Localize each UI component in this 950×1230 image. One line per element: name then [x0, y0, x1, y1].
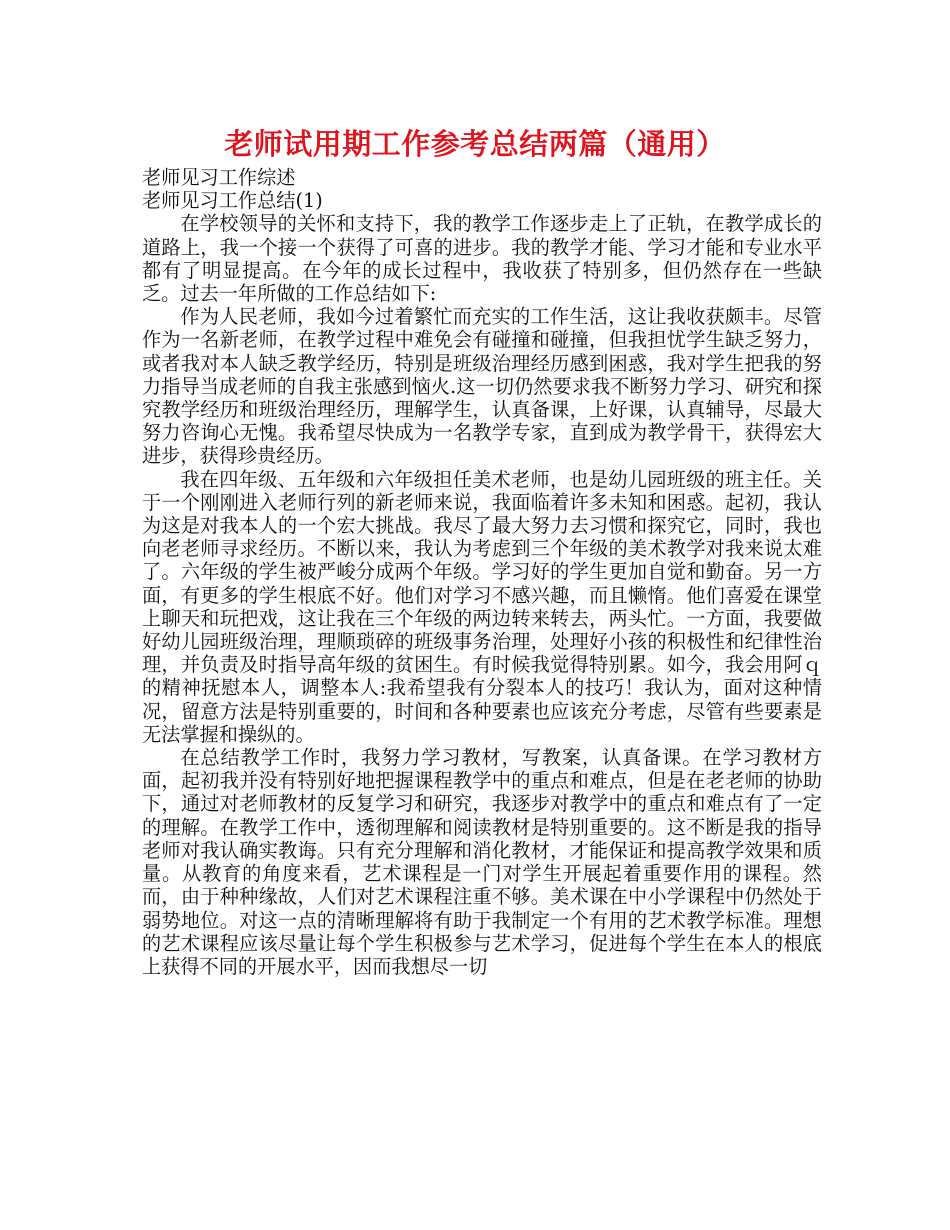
body-paragraph: 在学校领导的关怀和支持下，我的教学工作逐步走上了正轨，在教学成长的道路上，我一个接一个获得了可喜的进步。我的教学才能、学习才能和专业水平都有了明显提高。在今年的成长过程中，我收获了特别多，但仍然存在一些缺乏。过去一年所做的工作总结如下: [142, 212, 822, 306]
document-body [142, 166, 822, 978]
body-paragraph: 在总结教学工作时，我努力学习教材，写教案，认真备课。在学习教材方面，起初我并没有特别好地把握课程教学中的重点和难点，但是在老老师的协助下，通过对老师教材的反复学习和研究，我逐步对教学中的重点和难点有了一定的理解。在教学工作中，透彻理解和阅读教材是特别重要的。这不断是我的指导老师对我认确实教诲。只有充分理解和消化教材，才能保证和提高教学效果和质量。从教育的角度来看，艺术课程是一门对学生开展起着重要作用的课程。然而，由于种种缘故，人们对艺术课程注重不够。美术课在中小学课程中仍然处于弱势地位。对这一点的清晰理解将有助于我制定一个有用的艺术教学标准。理想的艺术课程应该尽量让每个学生积极参与艺术学习，促进每个学生在本人的根底上获得不同的开展水平，因而我想尽一切 [142, 746, 822, 978]
subsection-heading: 老师见习工作总结(1) [142, 189, 323, 213]
body-paragraph: 我在四年级、五年级和六年级担任美术老师，也是幼儿园班级的班主任。关于一个刚刚进入老师行列的新老师来说，我面临着许多未知和困惑。起初，我认为这是对我本人的一个宏大挑战。我尽了最大努力去习惯和探究它，同时，我也向老老师寻求经历。不断以来，我认为考虑到三个年级的美术教学对我来说太难了。六年级的学生被严峻分成两个年级。学习好的学生更加自觉和勤奋。另一方面，有更多的学生根底不好。他们对学习不感兴趣，而且懒惰。他们喜爱在课堂上聊天和玩把戏，这让我在三个年级的两边转来转去，两头忙。一方面，我要做好幼儿园班级治理，理顺琐碎的班级事务治理，处理好小孩的积极性和纪律性治理，并负责及时指导高年级的贫困生。有时候我觉得特别累。如今，我会用阿ｑ的精神抚慰本人，调整本人:我希望我有分裂本人的技巧！我认为，面对这种情况，留意方法是特别重要的，时间和各种要素也应该充分考虑，尽管有些要素是无法掌握和操纵的。 [142, 467, 822, 746]
body-paragraph: 作为人民老师，我如今过着繁忙而充实的工作生活，这让我收获颇丰。尽管作为一名新老师，在教学过程中难免会有碰撞和碰撞，但我担忧学生缺乏努力，或者我对本人缺乏教学经历，特别是班级治理经历感到困惑，我对学生把我的努力指导当成老师的自我主张感到恼火.这一切仍然要求我不断努力学习、研究和探究教学经历和班级治理经历，理解学生，认真备课，上好课，认真辅导，尽最大努力咨询心无愧。我希望尽快成为一名教学专家，直到成为教学骨干，获得宏大进步，获得珍贵经历。 [142, 305, 822, 468]
section-heading: 老师见习工作综述 [142, 166, 296, 189]
document-title: 老师试用期工作参考总结两篇（通用） [224, 127, 726, 161]
